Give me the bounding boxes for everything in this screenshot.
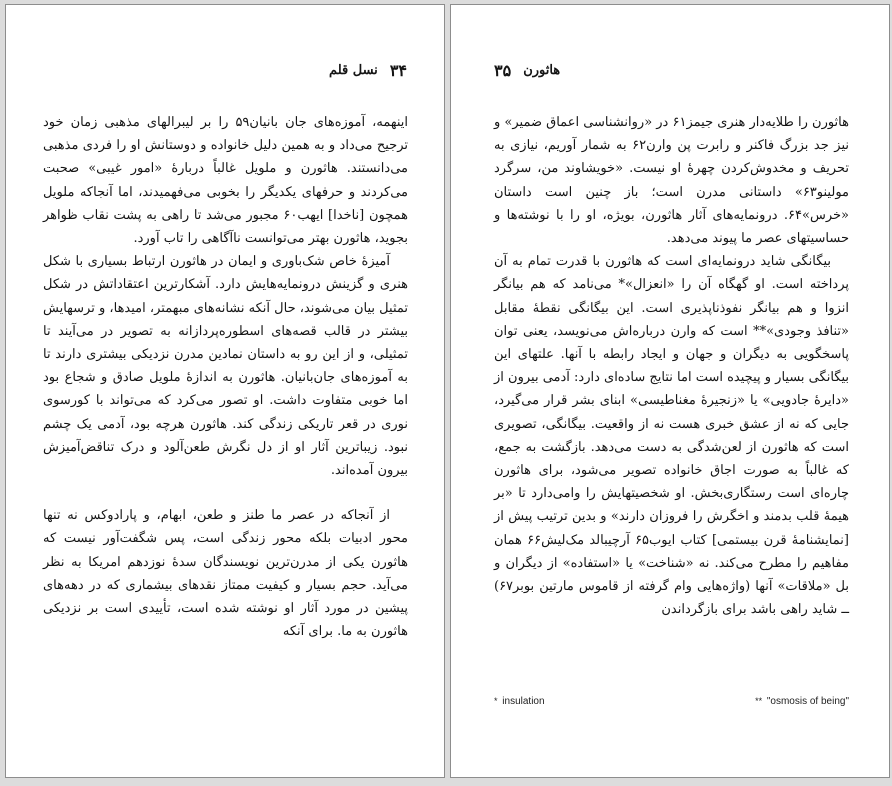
right-running-title: هاثورن: [523, 63, 561, 78]
left-page: [5, 4, 445, 778]
left-running-title: نسل قلم: [329, 63, 378, 78]
right-page: [450, 4, 890, 778]
right-paragraph-1: هاثورن را طلایه‌دار هنری جیمز۶۱ در «روانشناسی اعماق ضمیر» و نیز جد بزرگ فاکنر و رابرت پن وارن۶۲ به شمار آوریم، نیازی به تحریف و مخدوش‌کردن چهرهٔ او نیست. «خویشاوند من، سرگرد مولینو۶۳» داستانی مدرن است؛ باز چنین است داستان «خرس»۶۴. درونمایه‌های آثار هاثورن، بویژه، او را با نوشته‌ها و حساسیتهای عصر ما پیوند می‌دهد.: [493, 115, 850, 247]
right-page-header: [494, 62, 560, 80]
left-page-number: ۳۴: [389, 61, 407, 80]
footnote-osmosis-of-being: [755, 693, 849, 710]
left-paragraph-2: آمیزهٔ خاص شک‌باوری و ایمان در هاثورن ارتباط بسیاری با شکل هنری و گزینش درونمایه‌هایش دارد. آشکارترین اعتقاداتش در شکل تمثیل بیان می‌شوند، حال آنکه نشانه‌های مبهمتر، امیدها، و ترسهایش بیشتر در قالب قصه‌های اسطوره‌پردازانه به تصویر در می‌آیند تا تمثیلی، و از این رو به داستان نمادین مدرن نزدیکی بیشتری دارند تا به آموزه‌های جان‌بانیان. هاثورن به اندازهٔ ملویل صادق و شجاع بود اما خوبی متفاوت داشت. او تصور می‌کرد که می‌تواند با کورسوی نوری در قعر تاریکی زندگی کند. هاثورن هرچه بود، آدمی یک چشم نبود. زیباترین آثار او از دل نگرش طعن‌آلود و درک تناقض‌آمیزش بیرون آمده‌اند.: [43, 254, 408, 479]
footnote-text: "osmosis of being": [766, 695, 849, 707]
right-page-number: ۳۵: [494, 61, 512, 80]
footnote-marker: *: [494, 695, 498, 706]
left-paragraph-1: اینهمه، آموزه‌های جان بانیان۵۹ را بر لیبرالهای مذهبی زمان خود ترجیح می‌داد و به همین دلیل خانواده و دوستانش او را فردی مذهبی می‌دانستند. هاثورن و ملویل غالباً دربارهٔ «امور غیبی» صحبت می‌کردند و حرفهای یکدیگر را بخوبی می‌فهمیدند، اما آنجاکه ملویل همچون [ناخدا] ایهب۶۰ مجبور می‌شد تا راهی به پشت نقاب ظواهر بجوید، هاثورن بهتر می‌توانست ناآگاهی را تاب آورد.: [43, 115, 408, 247]
right-paragraph-2: بیگانگی شاید درونمایه‌ای است که هاثورن با قدرت تمام به آن پرداخته است. او گهگاه آن را «انعزال»* می‌نامد که هم بیانگر انزوا و هم بیانگر نفوذناپذیری است. این بیگانگی نقطهٔ مقابل «تنافذ وجودی»** است که وارن درباره‌اش می‌نویسد، یعنی توان پاسخگویی به دیگران و جهان و ایجاد رابطه با آنها. علتهای این بیگانگی بسیار و پیچیده است اما نتایج ساده‌ای دارد: آدمی بیرون از «دایرهٔ جادویی» یا «زنجیرهٔ مغناطیسی» ابنای بشر قرار می‌گیرد، جایی که نه از عشق خبری هست نه از واقعیت. بیگانگی، تصویری است که هاثورن از لعن‌شدگی به دست می‌دهد. بازگشت به جمع، که غالباً به صورت اجاق خانواده تصویر می‌شود، برای هاثورن چاره‌ای است رستگاری‌بخش. او شخصیتهایش را وامی‌دارد تا «بر هیمهٔ قلب بدمند و اخگرش را فروزان دارند» و بدین ترتیب پیش از [نمایشنامهٔ قرن بیستمی] کتاب ایوب۶۵ آرچیبالد مک‌لیش۶۶ همان مفاهیم را مطرح می‌کند. نه «شناخت» یا «استفاده» از دیگران و بل «ملاقات» آنها (واژه‌هایی وام گرفته از قاموس مارتین بوبر۶۷) ــ شاید راهی باشد برای بازگرداندن: [494, 254, 849, 618]
footnote-text: insulation: [502, 695, 545, 707]
footnotes: [494, 693, 849, 709]
footnote-insulation: [494, 693, 545, 710]
footnote-marker: **: [755, 695, 763, 706]
left-page-body: [43, 111, 408, 643]
left-paragraph-3: از آنجاکه در عصر ما طنز و طعن، ابهام، و پارادوکس نه تنها محور ادبیات بلکه محور زندگی است، پس شگفت‌آور نیست که هاثورن یکی از مدرن‌ترین نویسندگان سدهٔ نوزدهم امریکا به نظر می‌آید. حجم بسیار و کیفیت ممتاز نقدهای بیشماری که در دهه‌های پیشین در مورد آثار او نوشته شده است، تأییدی است بر نزدیکی هاثورن به ما. برای آنکه: [43, 508, 408, 640]
left-page-header: [329, 62, 407, 80]
right-page-body: [494, 111, 849, 621]
